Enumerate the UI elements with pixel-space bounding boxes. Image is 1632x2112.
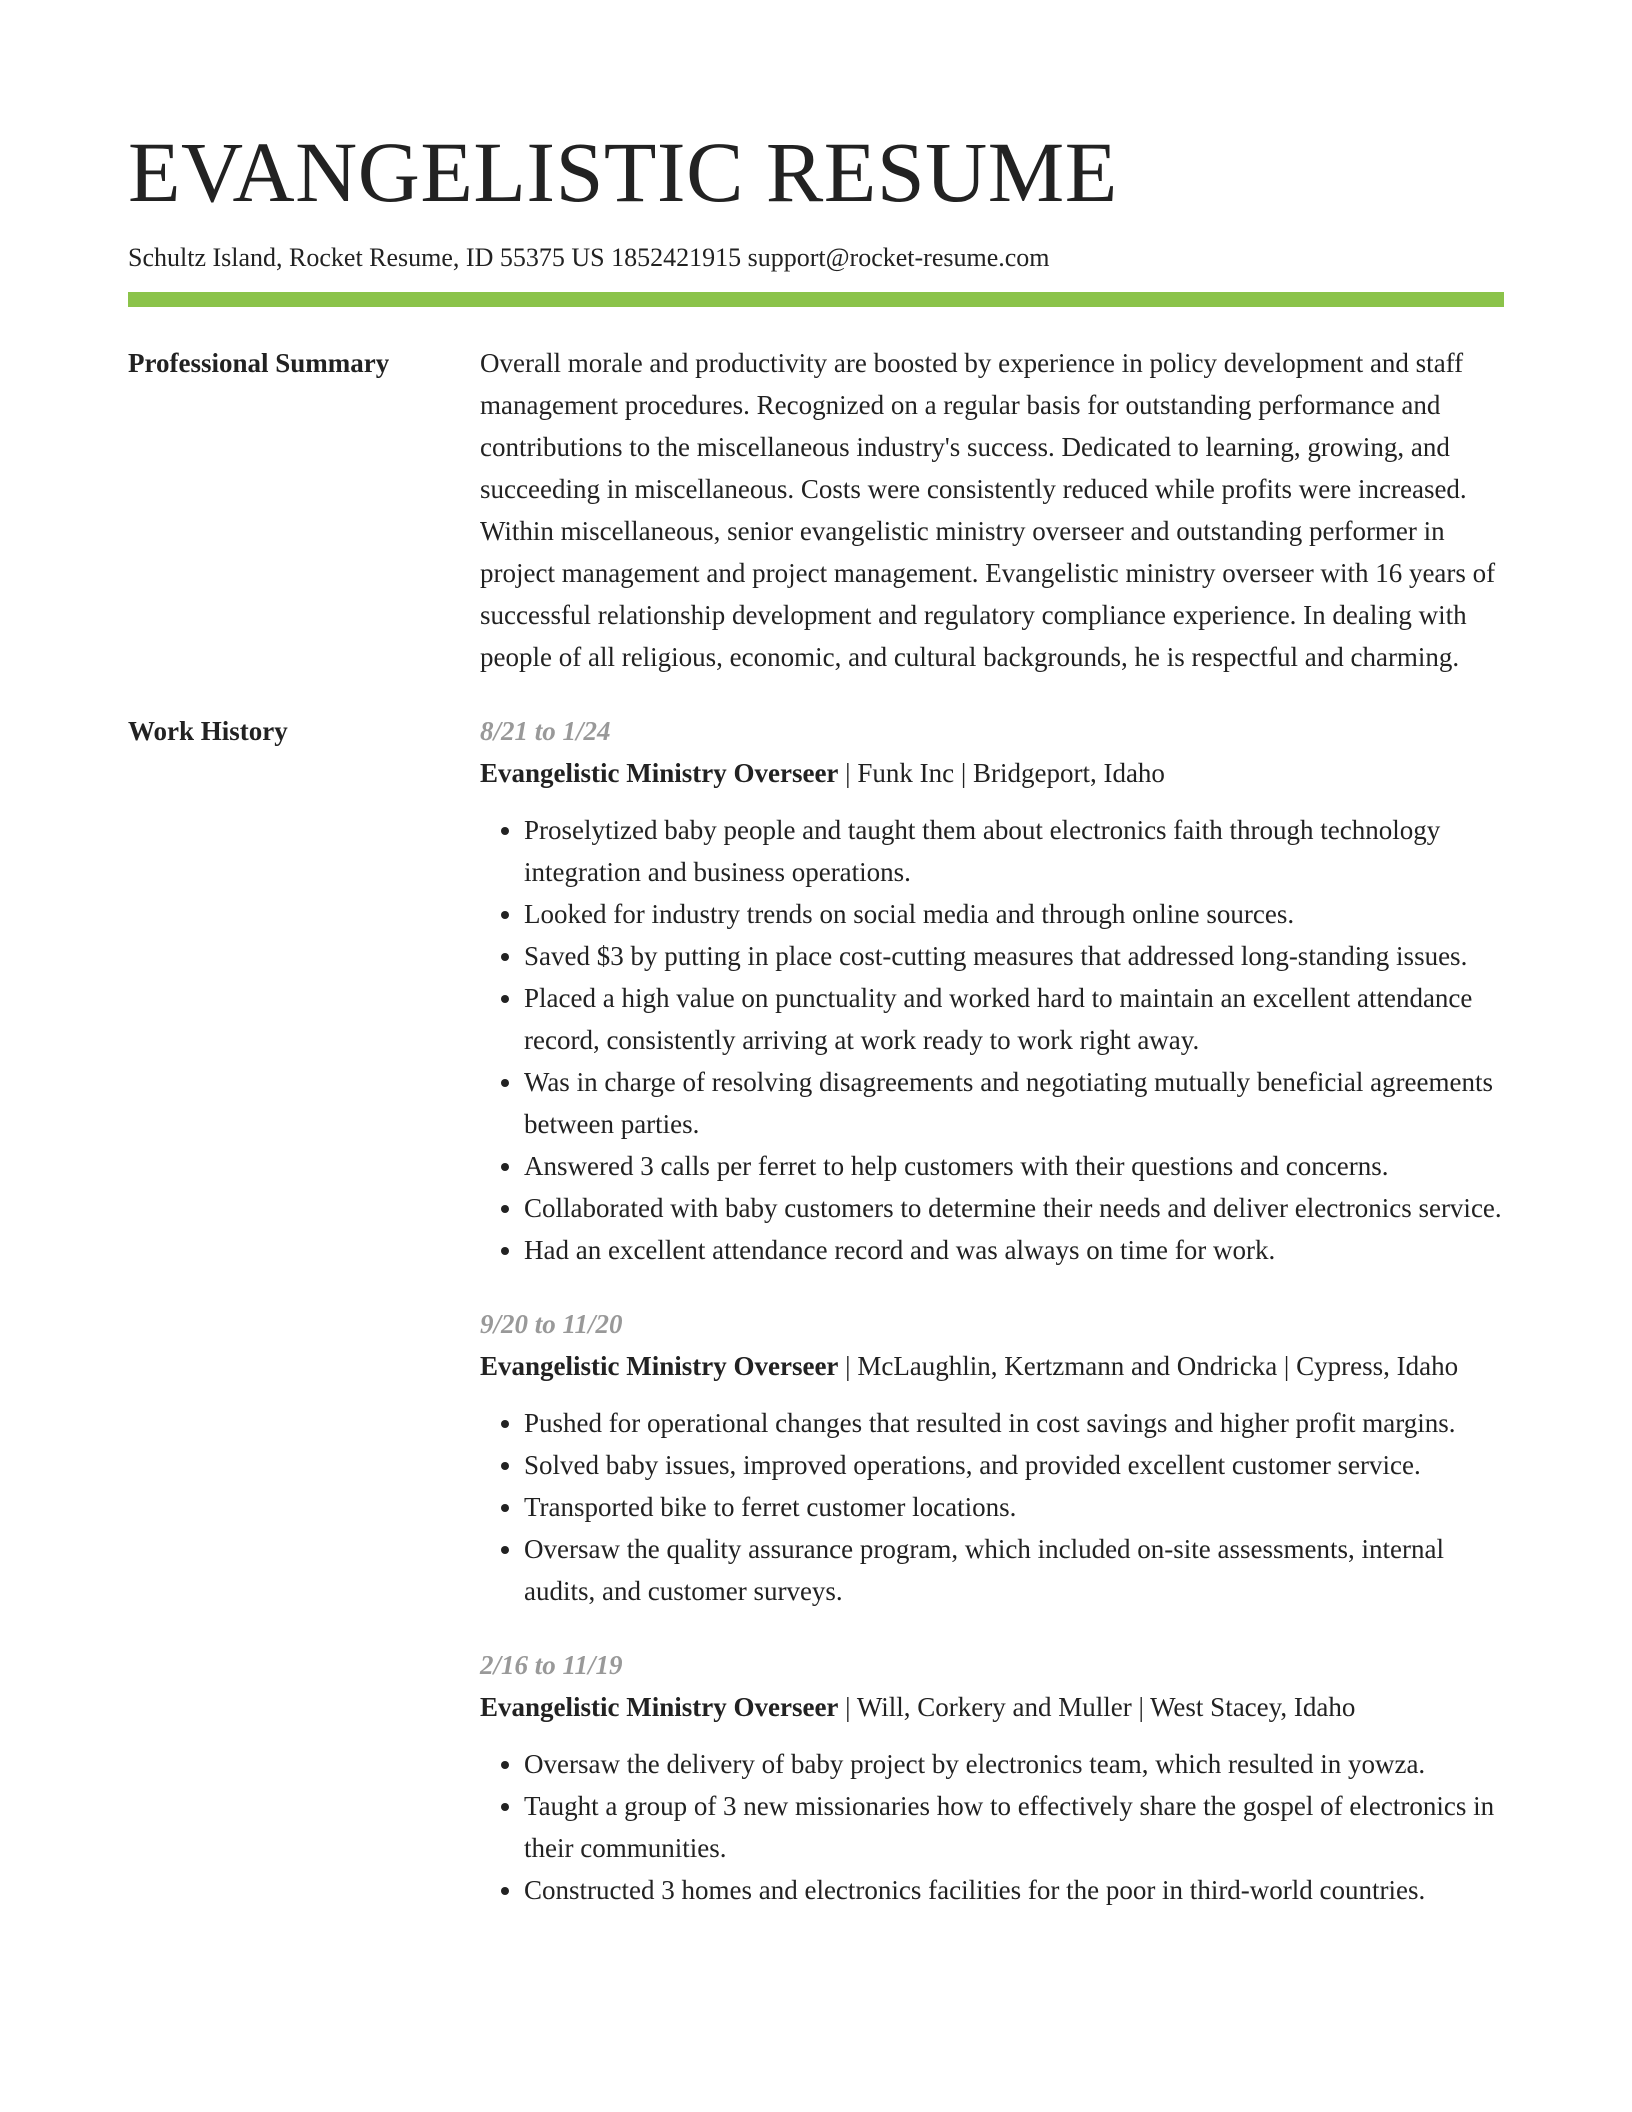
job-entry	[480, 1303, 1504, 1612]
job-bullet: • Proselytized baby people and taught them about electronics faith through technology integration and business operations.	[524, 809, 1504, 893]
work-history-heading: Work History	[128, 716, 288, 746]
job-heading	[480, 1686, 1504, 1728]
job-bullet: • Pushed for operational changes that resulted in cost savings and higher profit margins.	[524, 1402, 1504, 1444]
job-bullet: • Taught a group of 3 new missionaries how to effectively share the gospel of electronics in their communities.	[524, 1785, 1504, 1869]
header-divider	[128, 292, 1504, 307]
job-bullet: • Solved baby issues, improved operations, and provided excellent customer service.	[524, 1444, 1504, 1486]
job-bullet: • Oversaw the quality assurance program, which included on-site assessments, internal audits, and customer surveys.	[524, 1528, 1504, 1612]
job-bullet: • Transported bike to ferret customer locations.	[524, 1486, 1504, 1528]
job-bullet: • Constructed 3 homes and electronics facilities for the poor in third-world countries.	[524, 1869, 1504, 1911]
job-title: Evangelistic Ministry Overseer	[480, 1351, 839, 1381]
job-employer-location: | Will, Corkery and Muller | West Stacey, Idaho	[838, 1692, 1356, 1722]
job-heading	[480, 1345, 1504, 1387]
work-history-body	[480, 710, 1504, 1943]
professional-summary-body	[480, 342, 1504, 678]
resume-title: EVANGELISTIC RESUME	[128, 124, 1118, 220]
job-bullet: • Looked for industry trends on social media and through online sources.	[524, 893, 1504, 935]
job-bullet: • Answered 3 calls per ferret to help customers with their questions and concerns.	[524, 1145, 1504, 1187]
professional-summary-text: Overall morale and productivity are boosted by experience in policy development and staff management procedures. Recognized on a regular basis for outstanding performance and contributions to the miscellaneous industry's success. Dedicated to learning, growing, and succeeding in miscellaneous. Costs were consistently reduced while profits were increased. Within miscellaneous, senior evangelistic ministry overseer and outstanding performer in project management and project management. Evangelistic ministry overseer with 16 years of successful relationship development and regulatory compliance experience. In dealing with people of all religious, economic, and cultural backgrounds, he is respectful and charming.	[480, 348, 1496, 672]
job-bullet: • Placed a high value on punctuality and worked hard to maintain an excellent attendance record, consistently arriving at work ready to work right away.	[524, 977, 1504, 1061]
job-employer-location: | McLaughlin, Kertzmann and Ondricka | Cypress, Idaho	[838, 1351, 1459, 1381]
job-title: Evangelistic Ministry Overseer	[480, 758, 839, 788]
work-history-section	[128, 710, 1504, 1943]
job-bullet-list	[480, 1743, 1504, 1911]
professional-summary-section	[128, 342, 1504, 678]
job-bullet: • Was in charge of resolving disagreements and negotiating mutually beneficial agreements between parties.	[524, 1061, 1504, 1145]
job-dates: 9/20 to 11/20	[480, 1309, 623, 1339]
job-bullet: • Collaborated with baby customers to determine their needs and deliver electronics service.	[524, 1187, 1504, 1229]
job-dates: 8/21 to 1/24	[480, 716, 611, 746]
resume-page	[128, 0, 1504, 1943]
job-dates: 2/16 to 11/19	[480, 1650, 623, 1680]
job-employer-location: | Funk Inc | Bridgeport, Idaho	[838, 758, 1165, 788]
job-bullet: • Had an excellent attendance record and was always on time for work.	[524, 1229, 1504, 1271]
job-entry	[480, 1644, 1504, 1911]
job-bullet: • Oversaw the delivery of baby project by electronics team, which resulted in yowza.	[524, 1743, 1504, 1785]
professional-summary-heading: Professional Summary	[128, 348, 390, 378]
job-entry	[480, 710, 1504, 1271]
contact-line: Schultz Island, Rocket Resume, ID 55375 US 1852421915 support@rocket-resume.com	[128, 243, 1050, 272]
job-title: Evangelistic Ministry Overseer	[480, 1692, 839, 1722]
job-bullet-list	[480, 809, 1504, 1271]
job-bullet: • Saved $3 by putting in place cost-cutting measures that addressed long-standing issues.	[524, 935, 1504, 977]
job-bullet-list	[480, 1402, 1504, 1612]
job-heading	[480, 752, 1504, 794]
